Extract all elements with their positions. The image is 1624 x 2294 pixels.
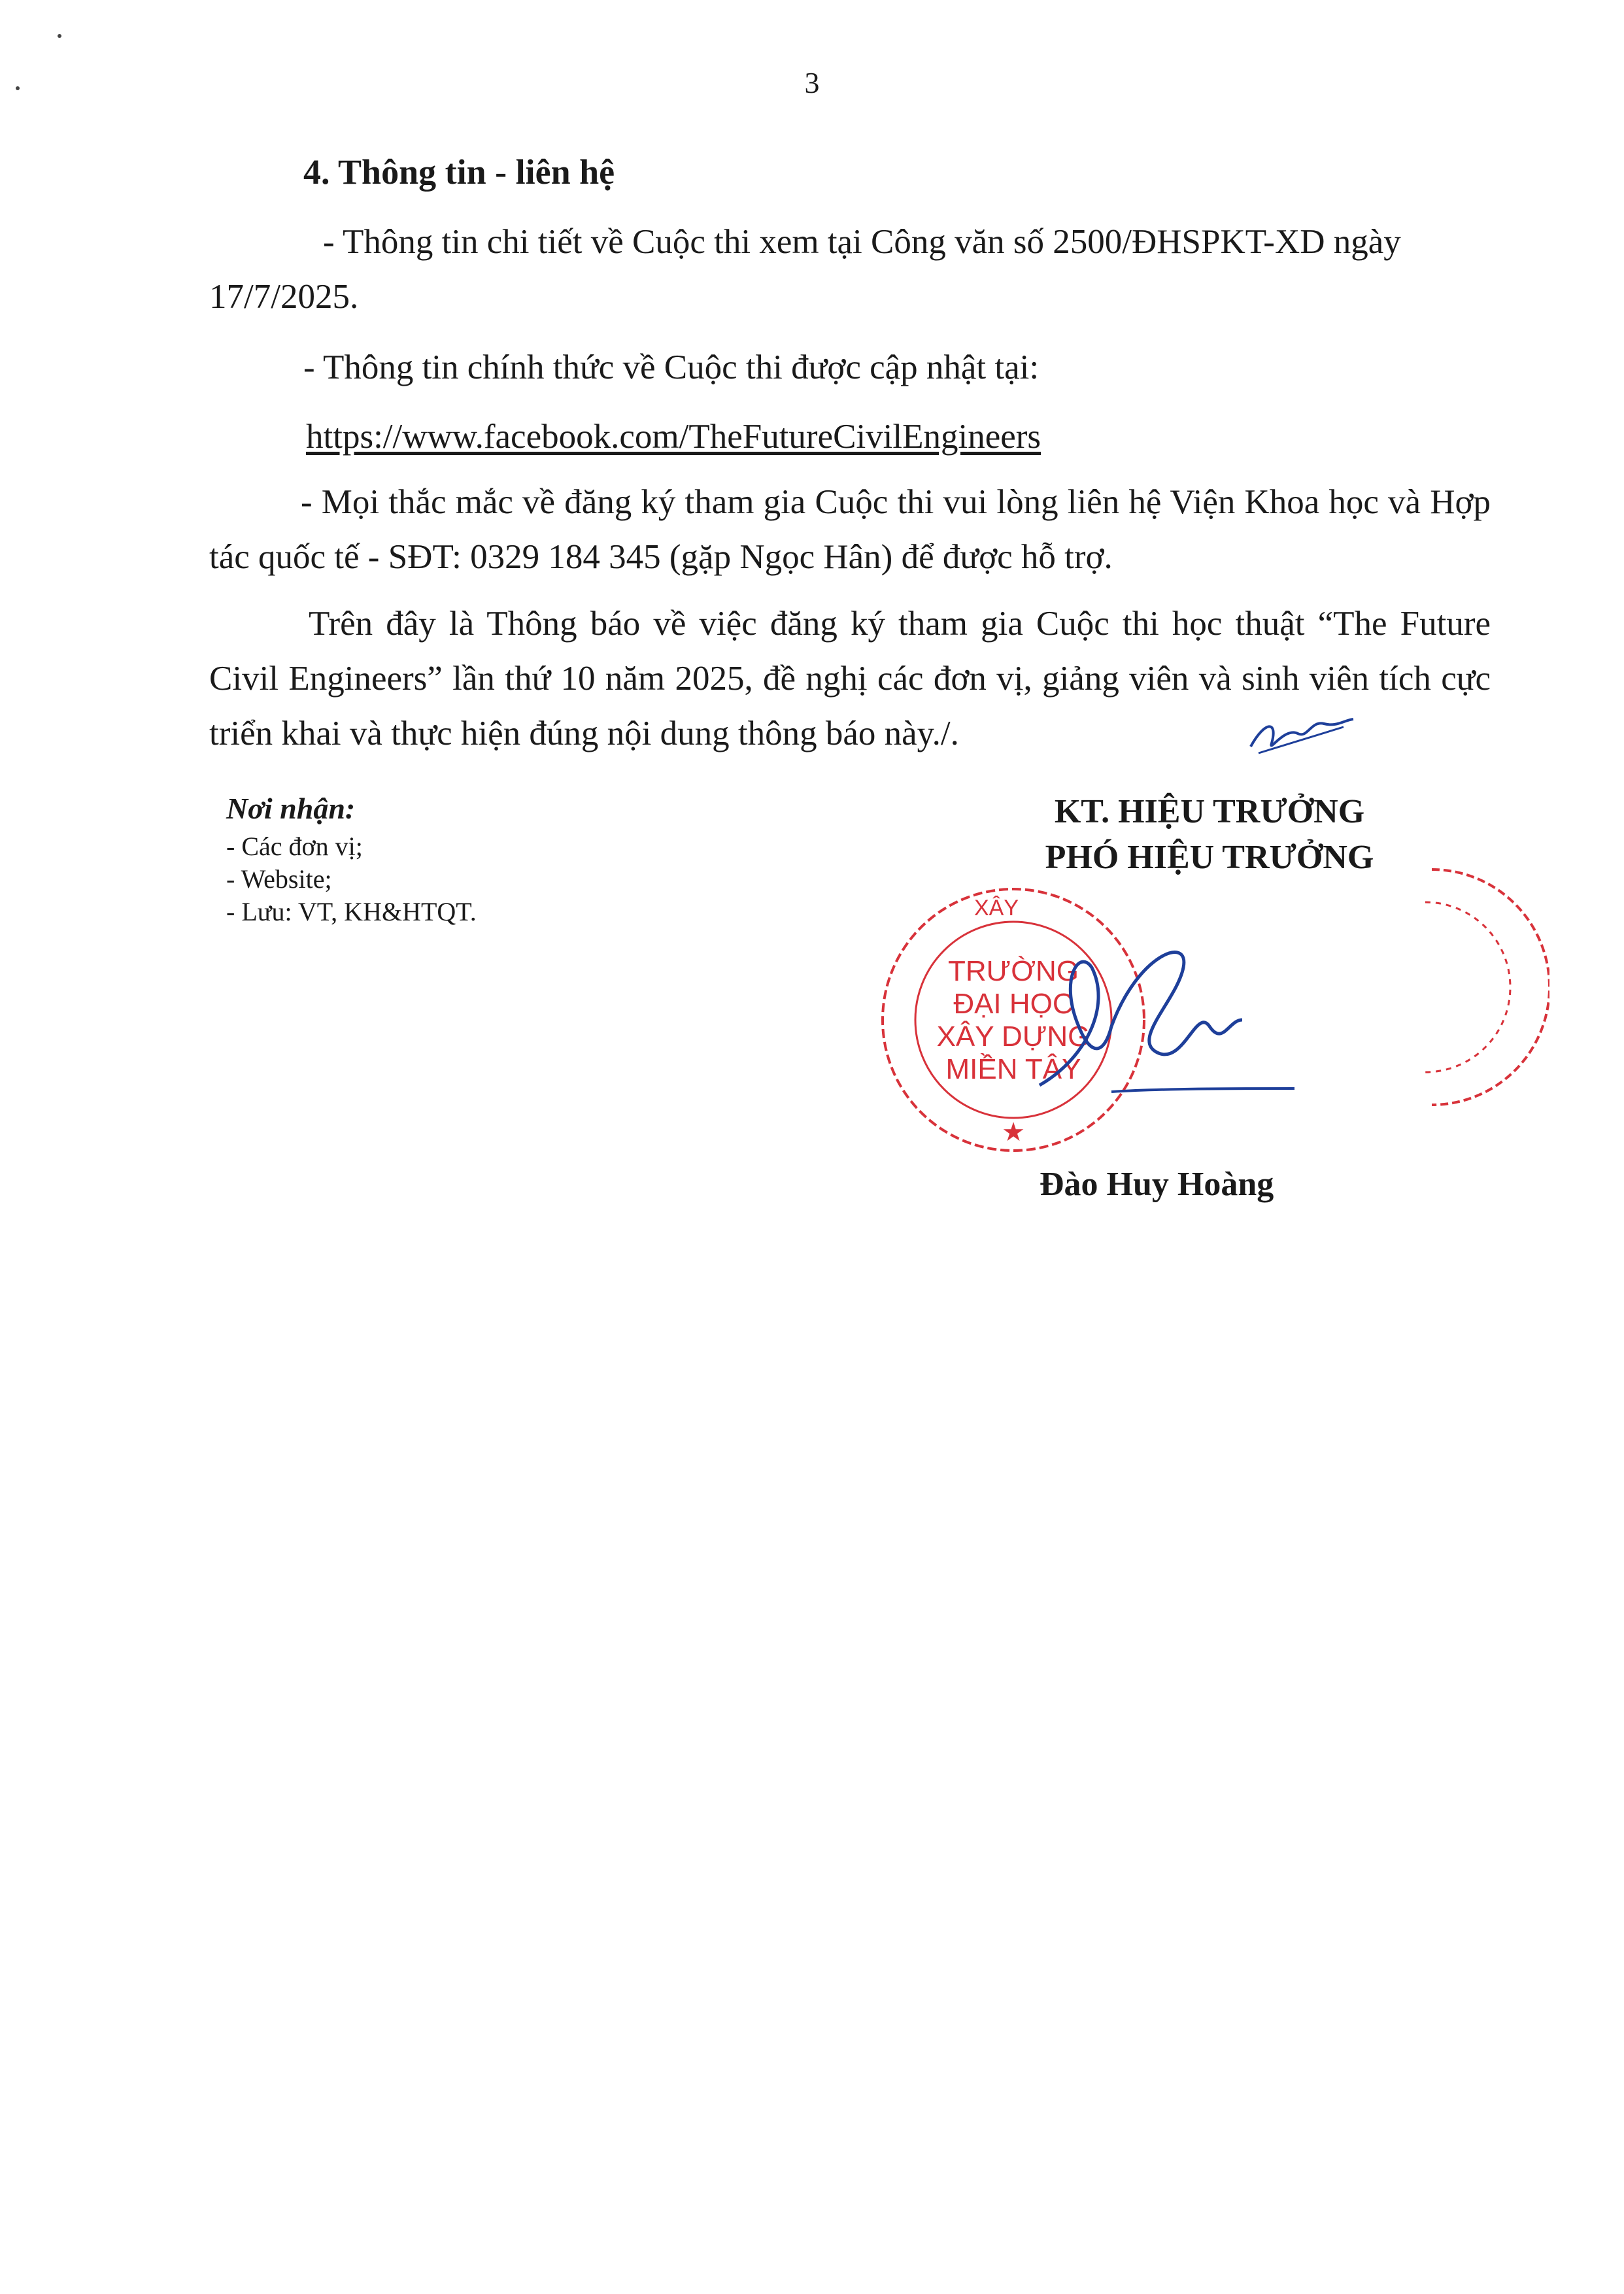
stamp-line: TRƯỜNG [948, 955, 1079, 987]
recipient-item: - Các đơn vị; [226, 830, 477, 863]
paragraph-official-letter: - Thông tin chi tiết về Cuộc thi xem tại Công văn số 2500/ĐHSPKT-XD ngày 17/7/2025. [209, 223, 1401, 316]
recipient-item: - Lưu: VT, KH&HTQT. [226, 896, 477, 928]
paragraph-closing: Trên đây là Thông báo về việc đăng ký tham gia Cuộc thi học thuật “The Future Civil Engineers” lần thứ 10 năm 2025, đề nghị các đơn vị, giảng viên và sinh viên tích cực triển khai và thực hiện đúng nội dung thông báo này./. [209, 605, 1491, 752]
section-heading: 4. Thông tin - liên hệ [303, 152, 615, 192]
facebook-link[interactable]: https://www.facebook.com/TheFutureCivilEngineers [306, 418, 1041, 456]
stamp-line: XÂY DỰNG [936, 1020, 1091, 1053]
recipients-list [226, 830, 477, 928]
paragraph-official-info: - Thông tin chính thức về Cuộc thi được cập nhật tại: [303, 348, 1040, 386]
scan-speck [58, 34, 61, 38]
stamp-star-icon: ★ [1002, 1117, 1025, 1147]
recipient-item: - Website; [226, 863, 477, 896]
secondary-stamp-fragment [1419, 863, 1549, 1111]
initials-signature [1245, 707, 1357, 760]
stamp-arc-text: XÂY [974, 896, 1019, 920]
signature-title-secondary: PHÓ HIỆU TRƯỞNG [1045, 839, 1374, 876]
signature-title-primary: KT. HIỆU TRƯỞNG [1054, 793, 1365, 830]
stamp-line: ĐẠI HỌC [953, 988, 1074, 1020]
recipients-title: Nơi nhận: [226, 792, 356, 825]
stamp-line: MIỀN TÂY [945, 1053, 1081, 1085]
signer-name: Đào Huy Hoàng [1040, 1166, 1274, 1203]
handwritten-signature [1033, 928, 1308, 1111]
paragraph-contact: - Mọi thắc mắc về đăng ký tham gia Cuộc thi vui lòng liên hệ Viện Khoa học và Hợp tác quốc tế - SĐT: 0329 184 345 (gặp Ngọc Hân) để được hỗ trợ. [209, 483, 1491, 576]
page-number: 3 [804, 66, 820, 99]
